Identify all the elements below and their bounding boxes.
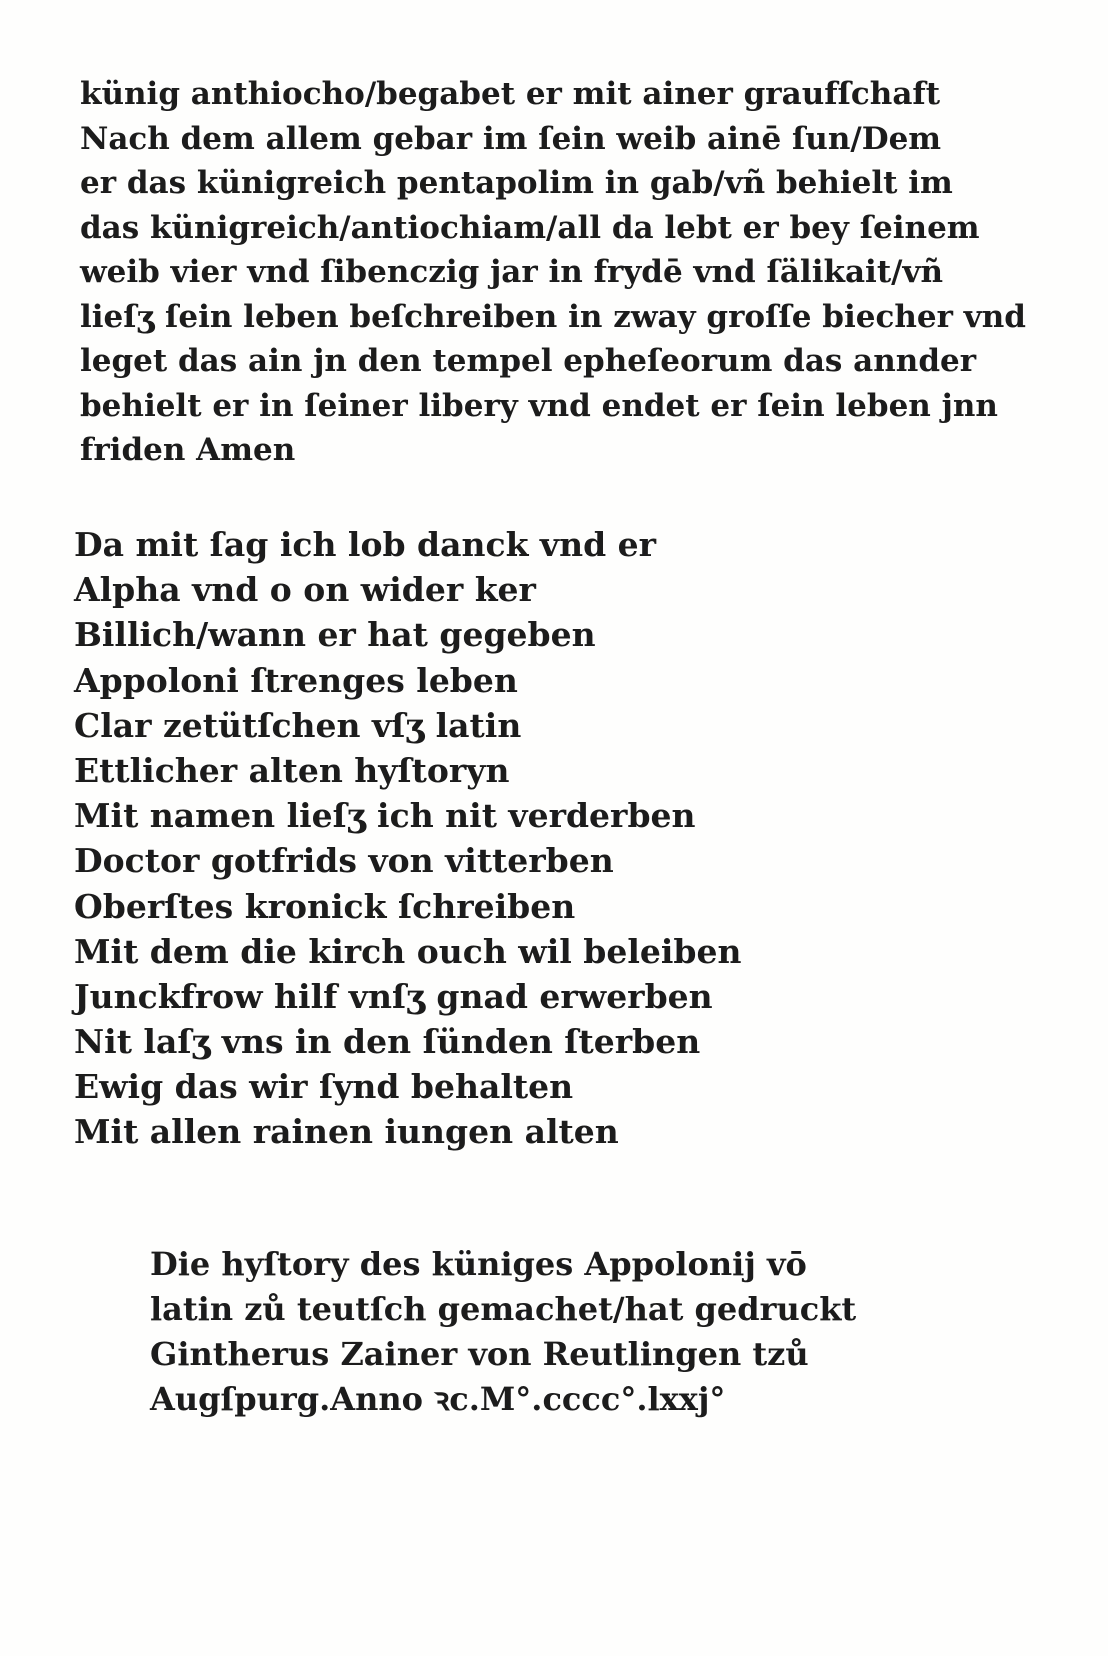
verse-line-8: Doctor gotfrids von vitterben xyxy=(74,841,614,881)
prose-line-1: künig anthiocho/begabet er mit ainer graufſchaft xyxy=(80,76,941,112)
verse-line-9: Oberſtes kronick ſchreiben xyxy=(74,886,576,926)
prose-paragraph xyxy=(80,72,1040,473)
prose-line-8: behielt er in ſeiner libery vnd endet er ſein leben jnn xyxy=(80,387,998,424)
colophon-line-1: Die hyſtory des küniges Appolonij vō xyxy=(150,1245,807,1283)
verse-line-3: Billich/wann er hat gegeben xyxy=(74,615,596,655)
colophon-line-2: latin zů teutſch gemachet/hat gedruckt xyxy=(150,1290,857,1328)
verse-line-7: Mit namen lieſʒ ich nit verderben xyxy=(74,796,696,836)
verse-block xyxy=(74,522,774,1155)
verse-line-10: Mit dem die kirch ouch wil beleiben xyxy=(74,931,742,971)
verse-line-4: Appoloni ſtrenges leben xyxy=(74,660,518,700)
colophon xyxy=(150,1242,930,1422)
verse-line-12: Nit laſʒ vns in den ſünden ſterben xyxy=(74,1022,701,1062)
prose-line-3: er das künigreich pentapolim in gab/vñ behielt im xyxy=(80,165,953,201)
verse-line-14: Mit allen rainen iungen alten xyxy=(74,1112,619,1152)
prose-line-7: leget das ain jn den tempel epheſeorum das annder xyxy=(80,343,977,379)
prose-line-2: Nach dem allem gebar im ſein weib ainē ſun/Dem xyxy=(80,120,942,157)
colophon-line-4: Augſpurg.Anno ꝛc.M°.cccc°.lxxj° xyxy=(150,1380,726,1418)
verse-line-1: Da mit ſag ich lob danck vnd er xyxy=(74,525,657,564)
verse-line-11: Junckfrow hilf vnſʒ gnad erwerben xyxy=(74,976,713,1016)
prose-line-9: friden Amen xyxy=(80,432,296,468)
colophon-line-3: Gintherus Zainer von Reutlingen tzů xyxy=(150,1335,809,1373)
prose-line-5: weib vier vnd ſibenczig jar in frydē vnd ſälikait/vñ xyxy=(80,254,944,290)
prose-line-6: lieſʒ ſein leben beſchreiben in zway groſſe biecher vnd xyxy=(80,298,1026,335)
verse-line-2: Alpha vnd o on wider ker xyxy=(74,570,536,610)
verse-line-5: Clar zetütſchen vſʒ latin xyxy=(74,705,522,745)
prose-line-4: das künigreich/antiochiam/all da lebt er bey ſeinem xyxy=(80,209,980,246)
verse-line-13: Ewig das wir ſynd behalten xyxy=(74,1067,574,1107)
verse-line-6: Ettlicher alten hyſtoryn xyxy=(74,750,510,790)
